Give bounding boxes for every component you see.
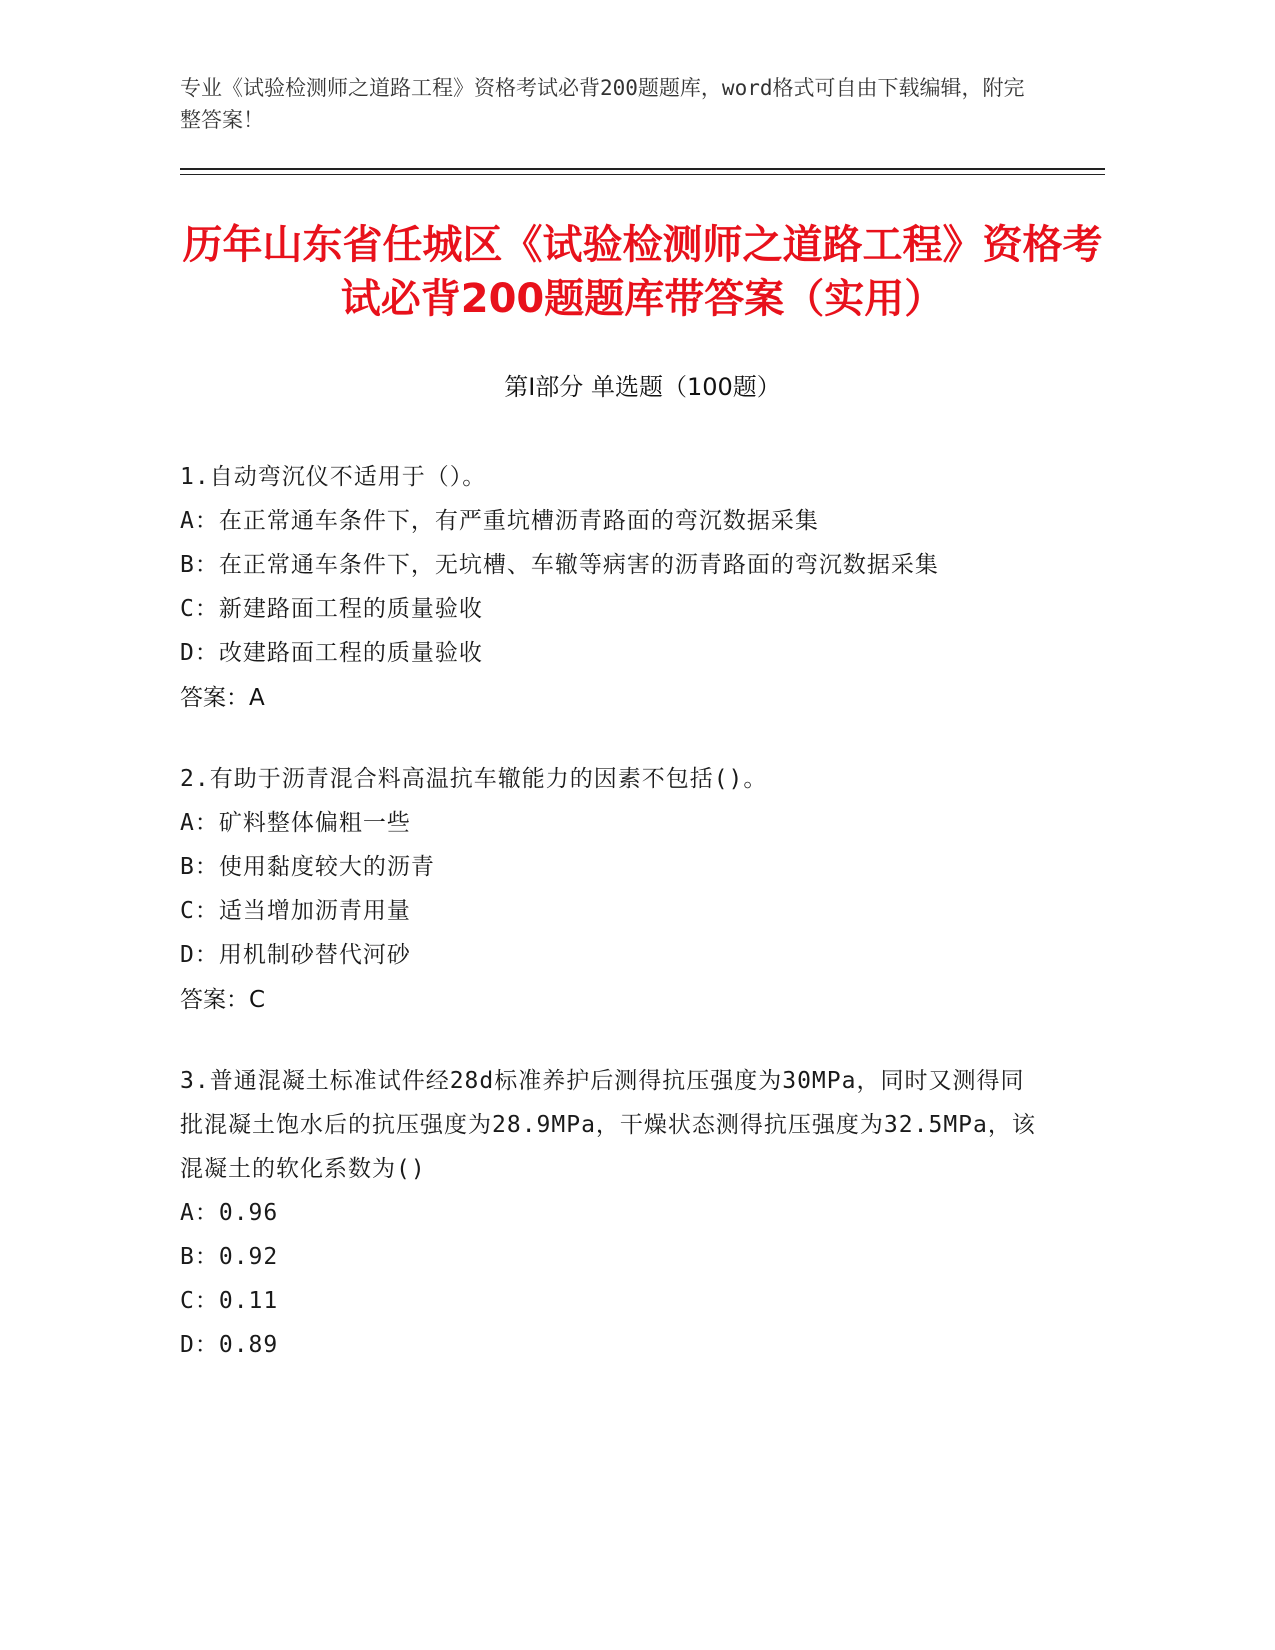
question-item <box>180 1059 1040 1367</box>
question-stem: 3.普通混凝土标准试件经28d标准养护后测得抗压强度为30MPa，同时又测得同批混凝土饱水后的抗压强度为28.9MPa，干燥状态测得抗压强度为32.5MPa，该混凝土的软化系数为() <box>180 1068 1036 1182</box>
option-d: D：0.89 <box>180 1332 279 1358</box>
answer-line: 答案：C <box>180 987 266 1013</box>
question-stem: 1.自动弯沉仪不适用于（）。 <box>180 464 487 490</box>
option-a: A：在正常通车条件下，有严重坑槽沥青路面的弯沉数据采集 <box>180 508 819 534</box>
option-b: B：0.92 <box>180 1244 279 1270</box>
option-c: C：适当增加沥青用量 <box>180 898 411 924</box>
option-b: B：使用黏度较大的沥青 <box>180 854 435 880</box>
option-d: D：用机制砂替代河砂 <box>180 942 411 968</box>
header-rule-thick <box>180 168 1105 170</box>
option-a: A：0.96 <box>180 1200 279 1226</box>
question-list <box>180 455 1040 1403</box>
option-d: D：改建路面工程的质量验收 <box>180 640 483 666</box>
option-c: C：0.11 <box>180 1288 279 1314</box>
section-heading: 第Ⅰ部分 单选题（100题） <box>504 373 781 401</box>
option-a: A：矿料整体偏粗一些 <box>180 810 411 836</box>
answer-line: 答案：A <box>180 685 265 711</box>
question-item <box>180 455 1040 721</box>
header-rule-thin <box>180 174 1105 175</box>
document-title: 历年山东省任城区《试验检测师之道路工程》资格考试必背200题题库带答案（实用） <box>182 222 1103 322</box>
question-item <box>180 757 1040 1023</box>
header-note: 专业《试验检测师之道路工程》资格考试必背200题题库，word格式可自由下载编辑，附完整答案！ <box>180 76 1025 132</box>
option-b: B：在正常通车条件下，无坑槽、车辙等病害的沥青路面的弯沉数据采集 <box>180 552 939 578</box>
option-c: C：新建路面工程的质量验收 <box>180 596 483 622</box>
question-stem: 2.有助于沥青混合料高温抗车辙能力的因素不包括()。 <box>180 766 768 792</box>
